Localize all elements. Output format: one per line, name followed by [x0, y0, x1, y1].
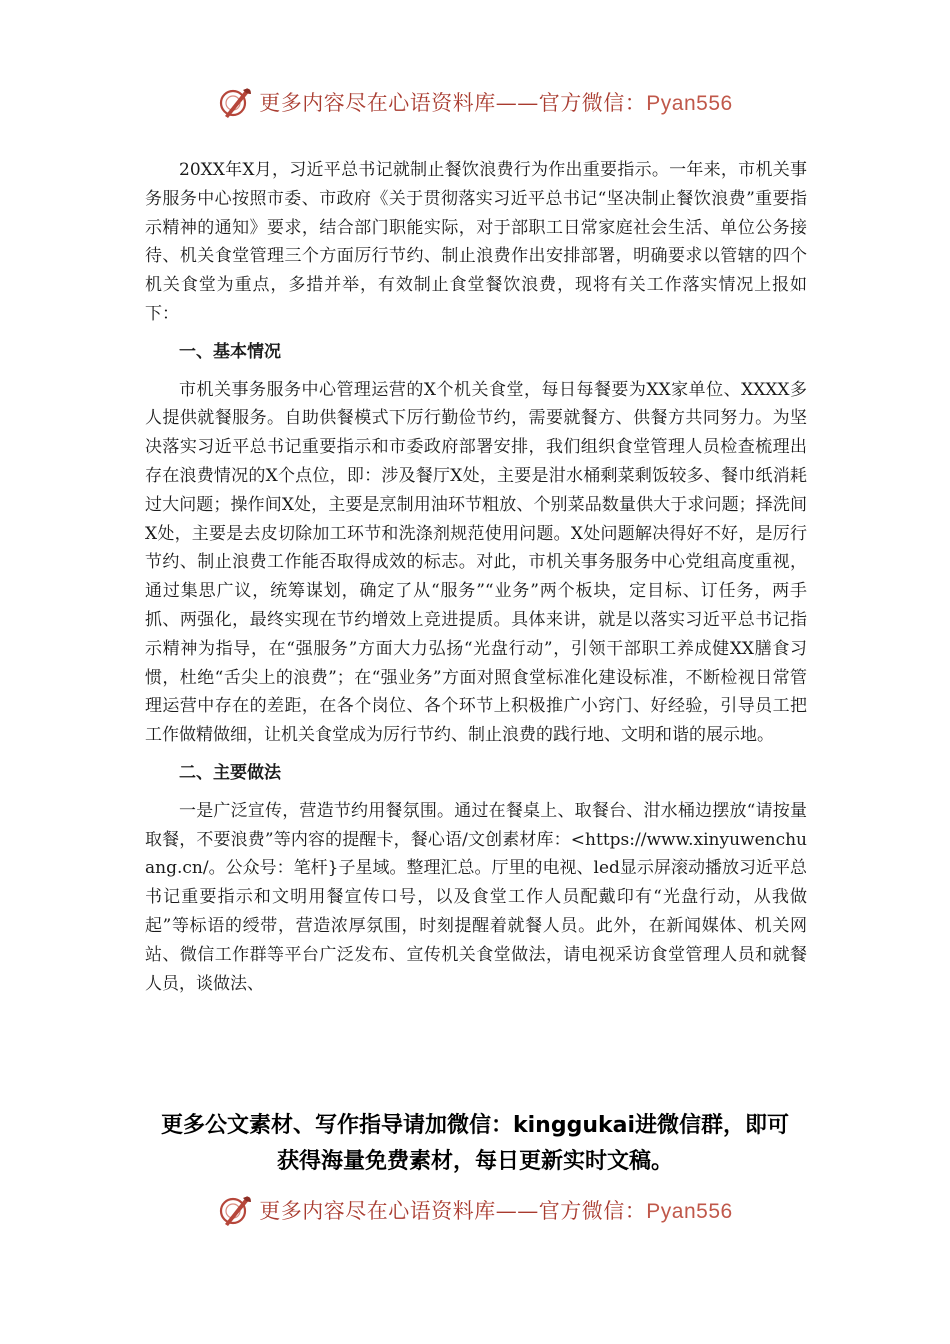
section2-paragraph: 一是广泛宣传，营造节约用餐氛围。通过在餐桌上、取餐台、泔水桶边摆放“请按量取餐，不要浪费”等内容的提醒卡，餐心语/文创素材库：<https://www.xinyuwenchuang.cn/。公众号：笔杆}子星域。整理汇总。厅里的电视、led显示屏滚动播放习近平总书记重要指示和文明用餐宣传口号，以及食堂工作人员配戴印有“光盘行动，从我做起”等标语的绶带，营造浓厚氛围，时刻提醒着就餐人员。此外，在新闻媒体、机关网站、微信工作群等平台广泛发布、宣传机关食堂做法，请电视采访食堂管理人员和就餐人员，谈做法、	[145, 800, 807, 994]
footer-banner	[0, 1190, 950, 1230]
header-banner-text	[259, 87, 732, 117]
intro-paragraph: 20XX年X月，习近平总书记就制止餐饮浪费行为作出重要指示。一年来，市机关事务服务中心按照市委、市政府《关于贯彻落实习近平总书记“坚决制止餐饮浪费”重要指示精神的通知》要求，结合部门职能实际，对于部职工日常家庭社会生活、单位公务接待、机关食堂管理三个方面厉行节约、制止浪费作出安排部署，明确要求以管辖的四个机关食堂为重点，多措并举，有效制止食堂餐饮浪费，现将有关工作落实情况上报如下：	[145, 160, 807, 324]
section2-heading: 二、主要做法	[179, 762, 281, 783]
footer-banner-wechat-id: Pyan556	[646, 1200, 733, 1223]
promo-line-1: 更多公文素材、写作指导请加微信：kinggukai进微信群，即可	[160, 1113, 789, 1138]
header-banner	[0, 82, 950, 122]
section1-heading: 一、基本情况	[179, 341, 281, 362]
header-banner-wechat-id: Pyan556	[646, 92, 733, 115]
section1-paragraph: 市机关事务服务中心管理运营的X个机关食堂，每日每餐要为XX家单位、XXXX多人提供就餐服务。自助供餐模式下厉行勤俭节约，需要就餐方、供餐方共同努力。为坚决落实习近平总书记重要指示和市委政府部署安排，我们组织食堂管理人员检查梳理出存在浪费情况的X个点位，即：涉及餐厅X处，主要是泔水桶剩菜剩饭较多、餐巾纸消耗过大问题；操作间X处，主要是烹制用油环节粗放、个别菜品数量供大于求问题；择洗间X处，主要是去皮切除加工环节和洗涤剂规范使用问题。X处问题解决得好不好，是厉行节约、制止浪费工作能否取得成效的标志。对此，市机关事务服务中心党组高度重视，通过集思广议，统筹谋划，确定了从“服务”“业务”两个板块，定目标、订任务，两手抓、两强化，最终实现在节约增效上竞进提质。具体来讲，就是以落实习近平总书记指示精神为指导，在“强服务”方面大力弘扬“光盘行动”，引领干部职工养成健XX膳食习惯，杜绝“舌尖上的浪费”；在“强业务”方面对照食堂标准化建设标准，不断检视日常管理运营中存在的差距，在各个岗位、各个环节上积极推广小窍门、好经验，引导员工把工作做精做细，让机关食堂成为厉行节约、制止浪费的践行地、文明和谐的展示地。	[145, 379, 807, 746]
promo-notice	[100, 1108, 850, 1180]
quill-pen-logo-icon	[217, 1192, 253, 1228]
quill-pen-logo-icon	[217, 84, 253, 120]
document-body	[145, 156, 807, 1007]
promo-line-2: 获得海量免费素材，每日更新实时文稿。	[276, 1149, 673, 1174]
header-banner-label: 更多内容尽在心语资料库——官方微信：	[259, 91, 647, 115]
footer-banner-label: 更多内容尽在心语资料库——官方微信：	[259, 1199, 647, 1223]
footer-banner-text	[259, 1195, 732, 1225]
